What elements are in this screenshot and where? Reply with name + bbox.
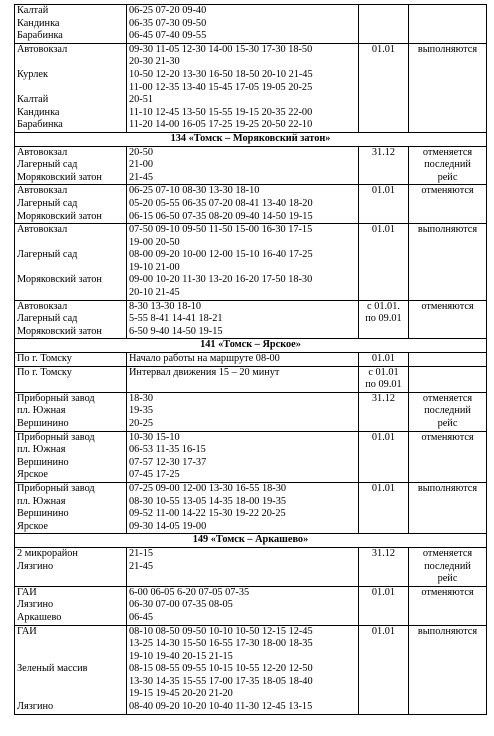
date-cell xyxy=(359,146,409,185)
status-cell xyxy=(409,5,487,44)
stop-name: Моряковский затон xyxy=(17,210,102,222)
departure-times: 08-15 08-55 09-55 10-15 10-55 12-20 12-50 xyxy=(129,663,313,675)
stops-cell xyxy=(15,392,127,431)
date-cell xyxy=(359,586,409,625)
departure-times: 07-25 09-00 12-00 13-30 16-55 18-30 xyxy=(129,482,287,494)
departure-times: 10-30 15-10 xyxy=(129,431,180,443)
schedule-row xyxy=(15,586,487,625)
departure-times: 20-10 21-45 xyxy=(129,287,180,299)
stop-name: Ярское xyxy=(17,469,48,481)
date-cell xyxy=(359,431,409,482)
status-cell xyxy=(409,482,487,533)
stop-name xyxy=(17,651,124,664)
stop-name: По г. Томску xyxy=(17,366,72,378)
schedule-row xyxy=(15,146,487,185)
departure-times: Интервал движения 15 – 20 минут xyxy=(129,366,280,378)
stop-name: По г. Томску xyxy=(17,353,72,365)
departure-times: 19-10 21-00 xyxy=(129,261,180,273)
stop-name: Приборный завод xyxy=(17,392,95,404)
stops-cell xyxy=(15,586,127,625)
trip-status xyxy=(411,5,484,18)
stops-cell xyxy=(15,224,127,301)
stop-name: Лагерный сад xyxy=(17,197,78,209)
departure-times: 8-30 13-30 18-10 xyxy=(129,300,202,312)
schedule-row xyxy=(15,366,487,392)
departure-times: 21-45 xyxy=(129,171,154,183)
departure-times: 06-30 07-00 07-35 08-05 xyxy=(129,599,233,611)
stop-name xyxy=(17,237,124,250)
departure-times: 06-25 07-20 09-40 xyxy=(129,5,207,16)
stop-name xyxy=(17,82,124,95)
date-cell xyxy=(359,392,409,431)
schedule-table xyxy=(14,4,487,715)
times-cell xyxy=(127,586,359,625)
effective-date: 01.01 xyxy=(371,586,396,598)
effective-date: 01.01 xyxy=(371,482,396,494)
departure-times: 11-20 14-00 16-05 17-25 19-25 20-50 22-10 xyxy=(129,119,313,131)
departure-times: 5-55 8-41 14-41 18-21 xyxy=(129,313,223,325)
times-cell xyxy=(127,625,359,714)
stop-name: пл. Южная xyxy=(17,495,66,507)
status-cell xyxy=(409,625,487,714)
departure-times: 11-10 12-45 13-50 15-55 19-15 20-35 22-00 xyxy=(129,106,313,118)
departure-times: 13-30 14-35 15-55 17-00 17-35 18-05 18-40 xyxy=(129,675,313,687)
effective-date xyxy=(361,5,406,18)
stop-name: Автовокзал xyxy=(17,300,68,312)
schedule-row xyxy=(15,300,487,339)
stop-name: Калтай xyxy=(17,5,49,16)
departure-times: 20-25 xyxy=(129,418,154,429)
date-cell xyxy=(359,5,409,44)
stop-name: Курлек xyxy=(17,68,48,80)
route-title: 149 «Томск – Аркашево» xyxy=(15,534,487,548)
times-cell xyxy=(127,146,359,185)
status-cell xyxy=(409,353,487,367)
stop-name: Аркашево xyxy=(17,611,62,623)
trip-status: выполняются xyxy=(417,224,478,236)
departure-times: 09-30 11-05 12-30 14-00 15-30 17-30 18-50 xyxy=(129,43,313,55)
schedule-row xyxy=(15,625,487,714)
stop-name: Лязгино xyxy=(17,560,54,572)
stops-cell xyxy=(15,300,127,339)
times-cell xyxy=(127,482,359,533)
stops-cell xyxy=(15,5,127,44)
effective-date: 01.01 xyxy=(371,431,396,443)
stop-name: Ярское xyxy=(17,520,48,532)
departure-times: 21-45 xyxy=(129,560,154,572)
status-cell xyxy=(409,146,487,185)
departure-times: 08-10 08-50 09-50 10-10 10-50 12-15 12-45 xyxy=(129,625,313,637)
trip-status: последний xyxy=(424,405,471,417)
status-cell xyxy=(409,185,487,224)
trip-status: выполняются xyxy=(417,625,478,637)
route-header-row xyxy=(15,534,487,548)
departure-times: 09-30 14-05 19-00 xyxy=(129,520,207,532)
stop-name: Автовокзал xyxy=(17,146,68,158)
stop-name: 2 микрорайон xyxy=(17,547,78,559)
trip-status: выполняются xyxy=(417,43,478,55)
departure-times: 06-15 06-50 07-35 08-20 09-40 14-50 19-15 xyxy=(129,210,313,222)
departure-times: 09-52 11-00 14-22 15-30 19-22 20-25 xyxy=(129,508,286,520)
stops-cell xyxy=(15,482,127,533)
trip-status: рейс xyxy=(437,418,458,429)
effective-date: 01.01 xyxy=(371,185,396,197)
stop-name: Барабинка xyxy=(17,119,63,131)
times-cell xyxy=(127,431,359,482)
trip-status: последний xyxy=(424,560,471,572)
stop-name: Барабинка xyxy=(17,30,63,42)
date-cell xyxy=(359,547,409,586)
date-cell xyxy=(359,366,409,392)
departure-times: 13-25 14-30 15-50 16-55 17-30 18-00 18-35 xyxy=(129,638,313,650)
status-cell xyxy=(409,392,487,431)
date-cell xyxy=(359,353,409,367)
stop-name: ГАИ xyxy=(17,586,37,598)
schedule-row xyxy=(15,43,487,132)
effective-date: 01.01 xyxy=(371,625,396,637)
status-cell xyxy=(409,224,487,301)
route-title: 141 «Томск – Ярское» xyxy=(15,339,487,353)
date-cell xyxy=(359,224,409,301)
date-cell xyxy=(359,185,409,224)
schedule-row xyxy=(15,392,487,431)
stop-name: Лагерный сад xyxy=(17,249,78,261)
departure-times: 6-50 9-40 14-50 19-15 xyxy=(129,325,223,337)
times-cell xyxy=(127,353,359,367)
stop-name: Автовокзал xyxy=(17,185,68,197)
stop-name: Приборный завод xyxy=(17,431,95,443)
effective-date: 01.01 xyxy=(371,353,396,365)
departure-times: 08-30 10-55 13-05 14-35 18-00 19-35 xyxy=(129,495,287,507)
stop-name: пл. Южная xyxy=(17,405,66,417)
departure-times: 20-50 xyxy=(129,146,154,158)
status-cell xyxy=(409,300,487,339)
trip-status: отменяются xyxy=(421,431,474,443)
trip-status: отменяются xyxy=(421,586,474,598)
stop-name: Зеленый массив xyxy=(17,663,88,675)
times-cell xyxy=(127,366,359,392)
date-cell xyxy=(359,300,409,339)
trip-status: рейс xyxy=(437,171,458,183)
stop-name: Лязгино xyxy=(17,701,54,713)
stop-name xyxy=(17,676,124,689)
schedule-row xyxy=(15,431,487,482)
stop-name: пл. Южная xyxy=(17,444,66,456)
stop-name: Автовокзал xyxy=(17,43,68,55)
date-cell xyxy=(359,482,409,533)
departure-times: 19-15 19-45 20-20 21-20 xyxy=(129,688,233,700)
status-cell xyxy=(409,547,487,586)
departure-times: 06-45 07-40 09-55 xyxy=(129,30,207,42)
stop-name xyxy=(17,688,124,701)
schedule-row xyxy=(15,5,487,44)
stop-name: Моряковский затон xyxy=(17,325,102,337)
schedule-row xyxy=(15,353,487,367)
departure-times: 20-30 21-30 xyxy=(129,56,180,68)
trip-status: отменяется xyxy=(422,547,473,559)
trip-status xyxy=(411,353,484,366)
stop-name: Вершинино xyxy=(17,456,69,468)
departure-times: 20-51 xyxy=(129,94,154,106)
date-cell xyxy=(359,625,409,714)
effective-date: 01.01 xyxy=(371,224,396,236)
departure-times: 21-15 xyxy=(129,547,154,559)
status-cell xyxy=(409,366,487,392)
departure-times: 07-57 12-30 17-37 xyxy=(129,456,207,468)
departure-times: 11-00 12-35 13-40 15-45 17-05 19-05 20-25 xyxy=(129,81,313,93)
stops-cell xyxy=(15,146,127,185)
departure-times: Начало работы на маршруте 08-00 xyxy=(129,353,280,365)
effective-date: 31.12 xyxy=(371,146,396,158)
stop-name: Лязгино xyxy=(17,599,54,611)
effective-date: с 01.01. xyxy=(367,300,400,312)
departure-times: 09-00 10-20 11-30 13-20 16-20 17-50 18-30 xyxy=(129,274,313,286)
stops-cell xyxy=(15,431,127,482)
effective-date: по 09.01 xyxy=(365,379,402,391)
times-cell xyxy=(127,185,359,224)
stop-name: Калтай xyxy=(17,94,49,106)
route-title: 134 «Томск – Моряковский затон» xyxy=(15,132,487,146)
stop-name: ГАИ xyxy=(17,625,37,637)
stops-cell xyxy=(15,43,127,132)
stop-name: Вершинино xyxy=(17,418,69,429)
stop-name xyxy=(17,262,124,275)
trip-status: отменяется xyxy=(422,146,473,158)
effective-date: с 01.01 xyxy=(368,366,399,378)
schedule-row xyxy=(15,547,487,586)
trip-status: отменяются xyxy=(421,300,474,312)
trip-status: последний xyxy=(424,159,471,171)
effective-date: 31.12 xyxy=(371,392,396,404)
departure-times: 07-50 09-10 09-50 11-50 15-00 16-30 17-15 xyxy=(129,224,313,236)
departure-times: 06-53 11-35 16-15 xyxy=(129,444,206,456)
stop-name: Приборный завод xyxy=(17,482,95,494)
departure-times: 21-00 xyxy=(129,159,154,171)
departure-times: 07-45 17-25 xyxy=(129,469,180,481)
times-cell xyxy=(127,547,359,586)
times-cell xyxy=(127,224,359,301)
stop-name: Лагерный сад xyxy=(17,313,78,325)
stop-name: Кандинка xyxy=(17,17,60,29)
route-header-row xyxy=(15,132,487,146)
times-cell xyxy=(127,392,359,431)
stop-name: Вершинино xyxy=(17,508,69,520)
times-cell xyxy=(127,5,359,44)
stops-cell xyxy=(15,547,127,586)
stops-cell xyxy=(15,366,127,392)
route-header-row xyxy=(15,339,487,353)
trip-status xyxy=(411,367,484,380)
stop-name: Кандинка xyxy=(17,106,60,118)
departure-times: 10-50 12-20 13-30 16-50 18-50 20-10 21-45 xyxy=(129,68,313,80)
stop-name: Автовокзал xyxy=(17,224,68,236)
status-cell xyxy=(409,43,487,132)
trip-status: отменяются xyxy=(421,185,474,197)
times-cell xyxy=(127,300,359,339)
departure-times: 05-20 05-55 06-35 07-20 08-41 13-40 18-20 xyxy=(129,197,313,209)
status-cell xyxy=(409,431,487,482)
departure-times: 19-10 19-40 20-15 21-15 xyxy=(129,650,233,662)
stop-name xyxy=(17,287,124,300)
stop-name xyxy=(17,56,124,69)
effective-date: 31.12 xyxy=(371,547,396,559)
departure-times: 06-35 07-30 09-50 xyxy=(129,17,207,29)
stop-name xyxy=(17,638,124,651)
stops-cell xyxy=(15,185,127,224)
departure-times: 19-35 xyxy=(129,405,154,417)
times-cell xyxy=(127,43,359,132)
trip-status: отменяется xyxy=(422,392,473,404)
stops-cell xyxy=(15,625,127,714)
effective-date: по 09.01 xyxy=(365,313,402,325)
trip-status: рейс xyxy=(437,573,458,585)
stop-name: Моряковский затон xyxy=(17,171,102,183)
departure-times: 08-40 09-20 10-20 10-40 11-30 12-45 13-15 xyxy=(129,701,313,713)
schedule-row xyxy=(15,185,487,224)
departure-times: 06-25 07-10 08-30 13-30 18-10 xyxy=(129,185,260,197)
status-cell xyxy=(409,586,487,625)
stops-cell xyxy=(15,353,127,367)
schedule-row xyxy=(15,482,487,533)
departure-times: 19-00 20-50 xyxy=(129,236,180,248)
effective-date: 01.01 xyxy=(371,43,396,55)
departure-times: 6-00 06-05 6-20 07-05 07-35 xyxy=(129,586,250,598)
departure-times: 08-00 09-20 10-00 12-00 15-10 16-40 17-25 xyxy=(129,249,313,261)
stop-name: Моряковский затон xyxy=(17,274,102,286)
departure-times: 06-45 xyxy=(129,611,154,623)
departure-times: 18-30 xyxy=(129,392,154,404)
schedule-row xyxy=(15,224,487,301)
trip-status: выполняются xyxy=(417,482,478,494)
schedule-body xyxy=(15,5,487,715)
stop-name: Лагерный сад xyxy=(17,159,78,171)
date-cell xyxy=(359,43,409,132)
